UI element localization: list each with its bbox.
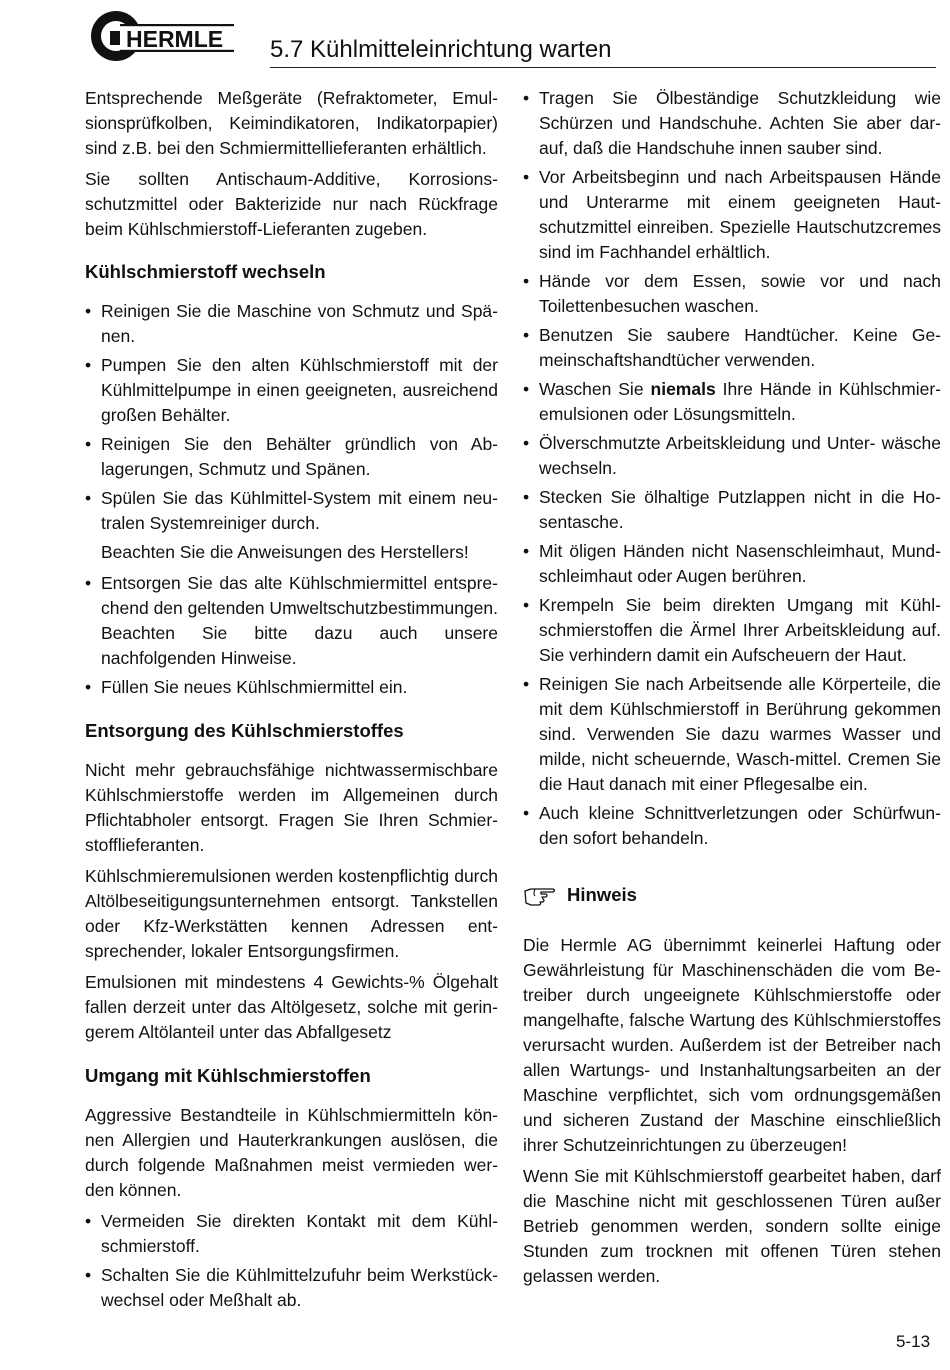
list-item: • Schalten Sie die Kühlmittelzufuhr beim Werkstückwechsel oder Meßhalt ab. <box>85 1265 498 1310</box>
list-item: • Tragen Sie Ölbeständige Schutzkleidung wie Schürzen und Handschuhe. Achten Sie aber darauf, daß die Handschuhe innen sauber sind. <box>523 88 941 158</box>
list-item: • Pumpen Sie den alten Kühlschmierstoff mit der Kühlmittelpumpe in einen geeigneten, ausreichend großen Behälter. <box>85 355 498 425</box>
header-divider <box>270 67 936 68</box>
hinweis-paragraph: Wenn Sie mit Kühlschmierstoff gearbeitet haben, darf die Maschine nicht mit geschlossenen Türen außer Betrieb genommen werden, sondern sollte einige Stunden zum trocknen mit offenen Türen stehen gelassen werden. <box>523 1166 941 1286</box>
list-item: • Ölverschmutzte Arbeitskleidung und Unter- wäsche wechseln. <box>523 433 941 478</box>
heading-hinweis: Hinweis <box>567 884 637 905</box>
list-item: • Hände vor dem Essen, sowie vor und nach Toilettenbesuchen waschen. <box>523 271 941 316</box>
entsorgung-paragraph: Emulsionen mit mindestens 4 Gewichts-% Ölgehalt fallen derzeit unter das Altölgesetz, solche mit geringerem Altölanteil unter das Abfallgesetz <box>85 972 498 1042</box>
intro-paragraph: Sie sollten Antischaum-Additive, Korrosionsschutzmittel oder Bakterizide nur nach Rückfrage beim Kühlschmierstoff-Lieferanten zugeben. <box>85 169 498 239</box>
hinweis-header <box>523 882 941 907</box>
umgang-list <box>85 1209 498 1313</box>
left-column <box>85 86 498 1317</box>
page-title: 5.7 Kühlmitteleinrichtung warten <box>270 36 612 63</box>
list-item: • Füllen Sie neues Kühlschmiermittel ein. <box>85 677 408 697</box>
list-item: • Reinigen Sie die Maschine von Schmutz und Spänen. <box>85 301 498 346</box>
wechseln-list <box>85 299 498 536</box>
pointing-hand-icon <box>523 884 557 906</box>
page-number: 5-13 <box>896 1332 931 1351</box>
hinweis-paragraph: Die Hermle AG übernimmt keinerlei Haftung oder Gewährleistung für Maschinenschäden die vom Betreiber durch ungeeignete Kühlschmierstoffe oder mangelhafte, falsche Wartung des Kühlschmierstoffes verursacht wurden. Außerdem ist der Betreiber nach allen Wartungs- und Instanhaltungsarbeiten an der Maschine verpflichtet, sich vom ordnungsgemäßen und sicheren Zustand der Maschine einschließlich ihrer Schutzeinrichtungen zu überzeugen! <box>523 935 941 1155</box>
heading-umgang: Umgang mit Kühlschmierstoffen <box>85 1065 371 1086</box>
safety-list <box>523 86 941 851</box>
hermle-logo <box>86 5 234 65</box>
manufacturer-note: Beachten Sie die Anweisungen des Herstellers! <box>101 542 469 562</box>
list-item: • Vor Arbeitsbeginn und nach Arbeitspausen Hände und Unterarme mit einem geeigneten Hautschutzmittel einreiben. Spezielle Hautschutzcremes sind im Fachhandel erhältlich. <box>523 167 941 262</box>
intro-paragraph: Entsprechende Meßgeräte (Refraktometer, Emulsionsprüfkolben, Keimindikatoren, Indikatorpapier) sind z.B. bei den Schmiermittellieferanten erhältlich. <box>85 88 498 158</box>
list-item: • Benutzen Sie saubere Handtücher. Keine Gemeinschaftshandtücher verwenden. <box>523 325 941 370</box>
list-item: • Entsorgen Sie das alte Kühlschmiermittel entsprechend den geltenden Umweltschutzbestimmungen. Beachten Sie bitte dazu auch unsere nachfolgenden Hinweise. <box>85 573 498 668</box>
list-item: • Reinigen Sie den Behälter gründlich von Ablagerungen, Schmutz und Spänen. <box>85 434 498 479</box>
list-item: • Stecken Sie ölhaltige Putzlappen nicht in die Hosentasche. <box>523 487 941 532</box>
list-item: • Auch kleine Schnittverletzungen oder Schürfwunden sofort behandeln. <box>523 803 941 848</box>
logo-wordmark: HERMLE <box>126 26 224 52</box>
list-item: • Mit öligen Händen nicht Nasenschleimhaut, Mundschleimhaut oder Augen berühren. <box>523 541 941 586</box>
list-item: • Krempeln Sie beim direkten Umgang mit Kühlschmierstoffen die Ärmel Ihrer Arbeitskleidung auf. Sie verhindern damit ein Aufscheuern der Haut. <box>523 595 941 665</box>
list-item: • Spülen Sie das Kühlmittel-System mit einem neutralen Systemreiniger durch. <box>85 488 498 533</box>
entsorgung-paragraph: Kühlschmieremulsionen werden kostenpflichtig durch Altölbeseitigungsunternehmen entsorgt. Tankstellen oder Kfz-Werkstätten kennen Adressen entsprechender, lokaler Entsorgungsfirmen. <box>85 866 498 961</box>
list-item: • Reinigen Sie nach Arbeitsende alle Körperteile, die mit dem Kühlschmierstoff in Berührung gekommen sind. Verwenden Sie dazu warmes Wasser und milde, nicht scheuernde, Wasch-mittel. Cremen Sie die Haut danach mit einer Pflegesalbe ein. <box>523 674 941 794</box>
heading-wechseln: Kühlschmierstoff wechseln <box>85 261 326 282</box>
umgang-paragraph: Aggressive Bestandteile in Kühlschmiermitteln können Allergien und Hauterkrankungen auslösen, die durch folgende Maßnahmen meist vermieden werden können. <box>85 1105 498 1200</box>
heading-entsorgung: Entsorgung des Kühlschmierstoffes <box>85 720 404 741</box>
list-item: • Waschen Sie niemals Ihre Hände in Kühlschmieremulsionen oder Lösungsmitteln. <box>523 379 941 424</box>
list-item: • Vermeiden Sie direkten Kontakt mit dem Kühlschmierstoff. <box>85 1211 498 1256</box>
wechseln-list-continued <box>85 571 498 700</box>
right-column <box>523 86 941 1295</box>
entsorgung-paragraph: Nicht mehr gebrauchsfähige nichtwassermischbare Kühlschmierstoffe werden im Allgemeinen durch Pflichtabholer entsorgt. Fragen Sie Ihren Schmierstofflieferanten. <box>85 760 498 855</box>
